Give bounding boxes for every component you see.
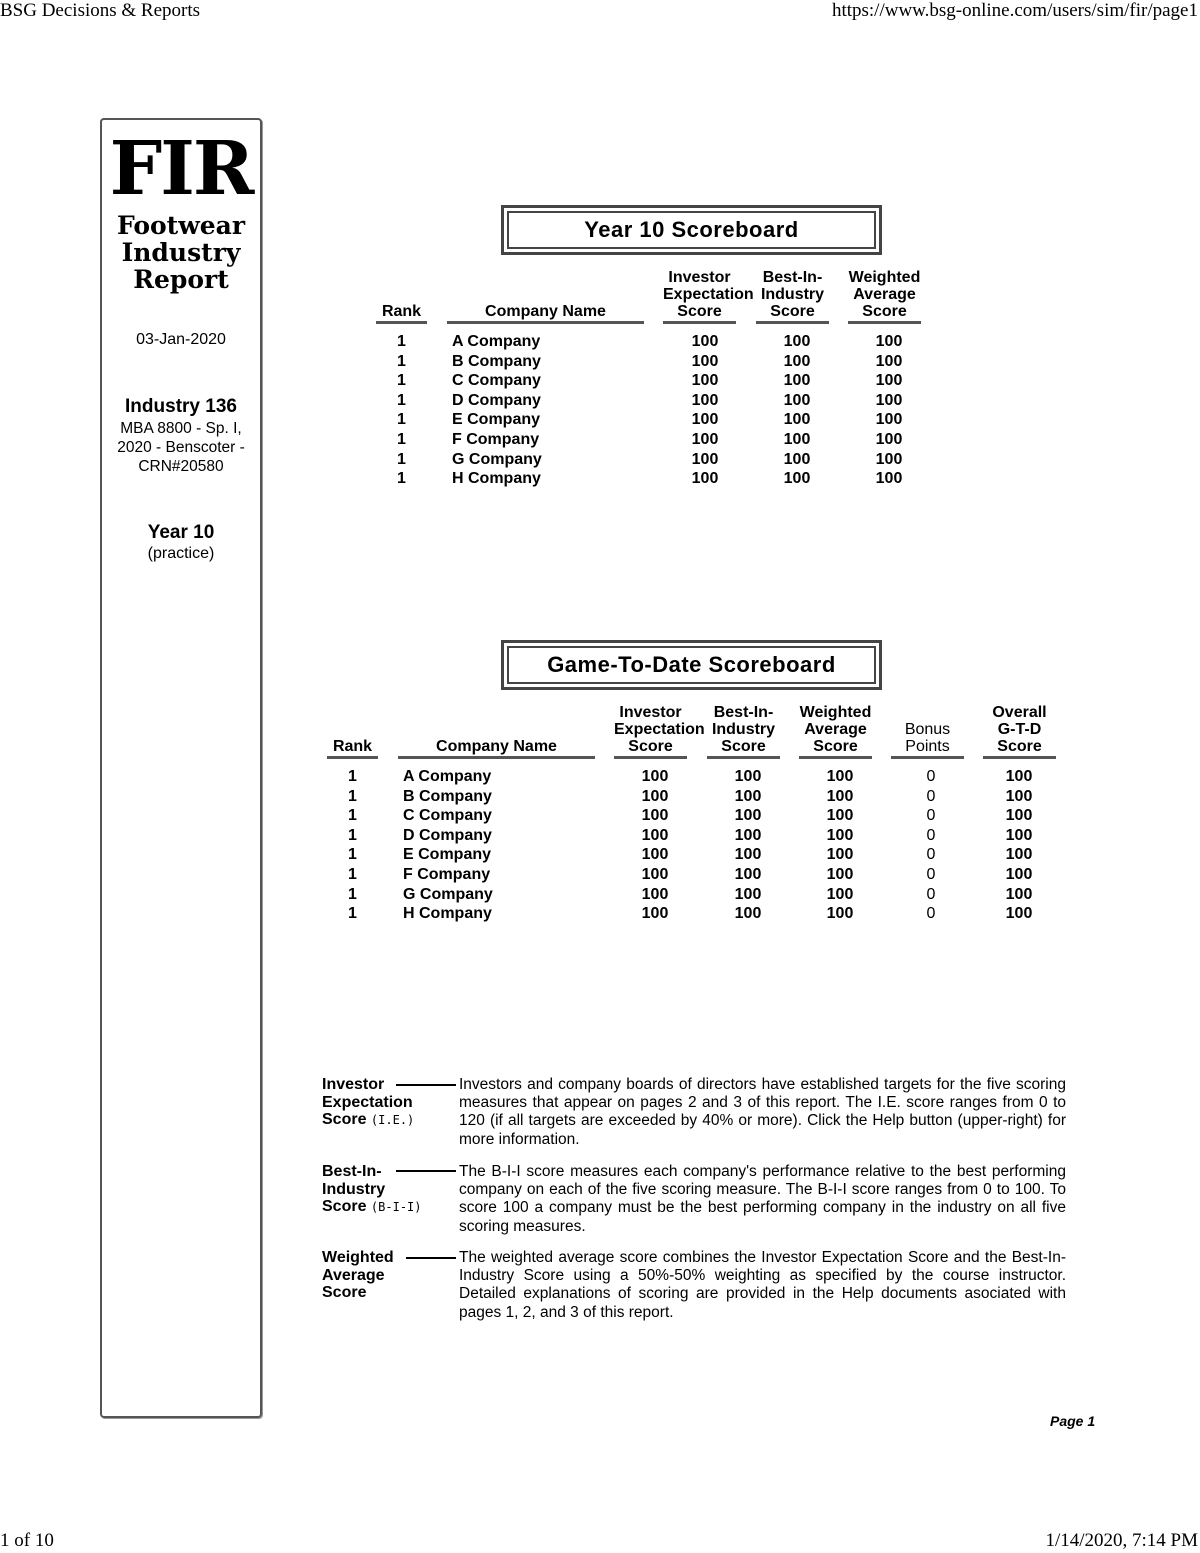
overall-cell: 100 — [1005, 807, 1033, 825]
table-row — [0, 450, 1200, 470]
wavg-cell: 100 — [875, 470, 903, 488]
overall-cell: 100 — [1005, 826, 1033, 844]
ie-cell: 100 — [691, 450, 719, 468]
course-label: MBA 8800 - Sp. I, 2020 - Benscoter - CRN#20580 — [117, 420, 245, 475]
rank-cell: 1 — [397, 450, 406, 468]
company-cell: H Company — [452, 470, 541, 488]
wavg-cell: 100 — [875, 352, 903, 370]
year-label: Year 10 — [147, 522, 215, 543]
table-row — [0, 865, 1200, 885]
rank-cell: 1 — [397, 333, 406, 350]
ie-cell: 100 — [641, 905, 669, 923]
ie-cell: 100 — [641, 885, 669, 903]
table-row — [0, 845, 1200, 865]
table-row — [0, 410, 1200, 430]
rank-cell: 1 — [397, 391, 406, 409]
rank-cell: 1 — [348, 826, 357, 844]
definition-term-weighted-avg: Weighted Average Score — [322, 1249, 394, 1301]
wavg-cell: 100 — [826, 787, 854, 805]
year-note: (practice) — [147, 545, 215, 562]
wavg-cell: 100 — [875, 333, 903, 350]
wavg-cell: 100 — [826, 865, 854, 883]
ie-cell: 100 — [641, 807, 669, 825]
overall-cell: 100 — [1005, 846, 1033, 864]
wavg-cell: 100 — [826, 768, 854, 785]
bonus-cell: 0 — [926, 846, 936, 864]
bonus-cell: 0 — [926, 865, 936, 883]
bii-cell: 100 — [783, 352, 811, 370]
company-cell: G Company — [452, 450, 542, 468]
company-cell: B Company — [452, 352, 541, 370]
table-row — [0, 787, 1200, 807]
overall-cell: 100 — [1005, 768, 1033, 785]
report-name-line: Industry — [121, 238, 241, 267]
company-cell: H Company — [403, 905, 492, 923]
table-row — [0, 352, 1200, 372]
col-header-ie-score: Investor Expectation Score — [614, 697, 687, 759]
company-cell: D Company — [403, 826, 492, 844]
bii-cell: 100 — [783, 470, 811, 488]
wavg-cell: 100 — [826, 905, 854, 923]
rank-cell: 1 — [348, 865, 357, 883]
print-header-title: BSG Decisions & Reports — [0, 0, 201, 21]
bonus-cell: 0 — [926, 905, 936, 923]
overall-cell: 100 — [1005, 787, 1033, 805]
wavg-cell: 100 — [875, 450, 903, 468]
report-name — [102, 212, 260, 293]
company-cell: D Company — [452, 391, 541, 409]
col-header-bonus-points: Bonus Points — [891, 697, 964, 759]
wavg-cell: 100 — [875, 430, 903, 448]
print-footer-page-count: 1 of 10 — [0, 1530, 54, 1551]
company-cell: A Company — [403, 768, 492, 785]
bii-cell: 100 — [734, 865, 762, 883]
table-row — [0, 904, 1200, 924]
report-date: 03-Jan-2020 — [136, 331, 226, 348]
definition-connector-line — [396, 1084, 456, 1086]
overall-cell: 100 — [1005, 865, 1033, 883]
year-scoreboard-title-box — [501, 205, 882, 255]
table-row — [0, 430, 1200, 450]
bii-cell: 100 — [783, 372, 811, 390]
ie-cell: 100 — [641, 826, 669, 844]
wavg-cell: 100 — [875, 372, 903, 390]
rank-cell: 1 — [397, 430, 406, 448]
table-row — [0, 391, 1200, 411]
col-header-company: Company Name — [447, 262, 644, 324]
table-row — [0, 371, 1200, 391]
bii-cell: 100 — [734, 787, 762, 805]
table-row — [0, 806, 1200, 826]
industry-label: Industry 136 — [125, 396, 237, 417]
rank-cell: 1 — [348, 807, 357, 825]
col-header-weighted-avg: Weighted Average Score — [848, 262, 921, 324]
overall-cell: 100 — [1005, 905, 1033, 923]
gtd-scoreboard-title-box — [501, 640, 882, 690]
definition-abbr: (B-I-I) — [370, 1200, 422, 1214]
fir-logo: FIR — [109, 126, 253, 212]
wavg-cell: 100 — [826, 826, 854, 844]
table-row — [0, 885, 1200, 905]
rank-cell: 1 — [348, 905, 357, 923]
rank-cell: 1 — [397, 411, 406, 429]
ie-cell: 100 — [691, 470, 719, 488]
bonus-cell: 0 — [926, 787, 936, 805]
col-header-company: Company Name — [398, 697, 595, 759]
company-cell: E Company — [452, 411, 541, 429]
bii-cell: 100 — [783, 450, 811, 468]
bii-cell: 100 — [783, 411, 811, 429]
company-cell: B Company — [403, 787, 492, 805]
col-header-rank: Rank — [376, 262, 427, 324]
col-header-bii-score: Best-In- Industry Score — [707, 697, 780, 759]
ie-cell: 100 — [641, 846, 669, 864]
year-scoreboard-rows — [0, 332, 1200, 489]
wavg-cell: 100 — [826, 807, 854, 825]
year-scoreboard-title: Year 10 Scoreboard — [507, 211, 876, 249]
wavg-cell: 100 — [875, 391, 903, 409]
ie-cell: 100 — [641, 768, 669, 785]
bii-cell: 100 — [783, 391, 811, 409]
wavg-cell: 100 — [826, 885, 854, 903]
bii-cell: 100 — [783, 430, 811, 448]
bonus-cell: 0 — [926, 807, 936, 825]
table-row — [0, 826, 1200, 846]
wavg-cell: 100 — [875, 411, 903, 429]
print-header-url[interactable]: https://www.bsg-online.com/users/sim/fir/page1 — [831, 0, 1198, 21]
rank-cell: 1 — [348, 768, 357, 785]
gtd-scoreboard-rows — [0, 767, 1200, 924]
definition-text-bii: The B-I-I score measures each company's performance relative to the best performing company on each of the five scoring measure. The B-I-I score ranges from 0 to 100. To score 100 a company must be the best performing company in the industry on all five scoring measures. — [459, 1163, 1066, 1235]
bii-cell: 100 — [734, 905, 762, 923]
bii-cell: 100 — [734, 768, 762, 785]
company-cell: F Company — [452, 430, 540, 448]
ie-cell: 100 — [691, 391, 719, 409]
bonus-cell: 0 — [926, 885, 936, 903]
definition-abbr: (I.E.) — [370, 1113, 415, 1127]
bonus-cell: 0 — [926, 826, 936, 844]
rank-cell: 1 — [348, 846, 357, 864]
company-cell: C Company — [452, 372, 541, 390]
col-header-overall-score: Overall G-T-D Score — [983, 697, 1056, 759]
gtd-scoreboard-title: Game-To-Date Scoreboard — [507, 646, 876, 684]
report-name-line: Footwear — [116, 211, 246, 240]
wavg-cell: 100 — [826, 846, 854, 864]
definition-text-ie: Investors and company boards of directors have established targets for the five scoring measures that appear on pages 2 and 3 of this report. The I.E. score ranges from 0 to 120 (if all targets are exceeded by 40% or more). Click the Help button (upper-right) for more information. — [459, 1076, 1066, 1148]
definition-term-bii: Best-In- Industry Score (B-I-I) — [322, 1163, 422, 1215]
definition-connector-line — [406, 1257, 456, 1259]
ie-cell: 100 — [641, 865, 669, 883]
ie-cell: 100 — [691, 372, 719, 390]
definition-connector-line — [396, 1170, 456, 1172]
table-row — [0, 332, 1200, 352]
company-cell: C Company — [403, 807, 492, 825]
ie-cell: 100 — [691, 352, 719, 370]
company-cell: G Company — [403, 885, 493, 903]
company-cell: F Company — [403, 865, 491, 883]
rank-cell: 1 — [397, 470, 406, 488]
table-row — [0, 469, 1200, 489]
definition-text-weighted-avg: The weighted average score combines the Investor Expectation Score and the Best-In-Industry Score using a 50%-50% weighting as specified by the course instructor. Detailed explanations of scoring are provided in the Help documents asociated with pages 1, 2, and 3 of this report. — [459, 1249, 1066, 1321]
ie-cell: 100 — [691, 430, 719, 448]
rank-cell: 1 — [397, 372, 406, 390]
col-header-weighted-avg: Weighted Average Score — [799, 697, 872, 759]
rank-cell: 1 — [397, 352, 406, 370]
report-name-line: Report — [133, 265, 229, 294]
col-header-rank: Rank — [327, 697, 378, 759]
overall-cell: 100 — [1005, 885, 1033, 903]
col-header-ie-score: Investor Expectation Score — [663, 262, 736, 324]
definition-term-ie: Investor Expectation Score (I.E.) — [322, 1076, 415, 1128]
bii-cell: 100 — [734, 885, 762, 903]
bii-cell: 100 — [734, 807, 762, 825]
rank-cell: 1 — [348, 787, 357, 805]
page-number: Page 1 — [1050, 1413, 1096, 1429]
table-row — [0, 767, 1200, 787]
company-cell: E Company — [403, 846, 492, 864]
bonus-cell: 0 — [926, 768, 936, 785]
bii-cell: 100 — [734, 826, 762, 844]
print-footer-timestamp: 1/14/2020, 7:14 PM — [1045, 1530, 1198, 1551]
ie-cell: 100 — [641, 787, 669, 805]
company-cell: A Company — [452, 333, 541, 350]
rank-cell: 1 — [348, 885, 357, 903]
ie-cell: 100 — [691, 333, 719, 350]
bii-cell: 100 — [734, 846, 762, 864]
ie-cell: 100 — [691, 411, 719, 429]
col-header-bii-score: Best-In- Industry Score — [756, 262, 829, 324]
bii-cell: 100 — [783, 333, 811, 350]
